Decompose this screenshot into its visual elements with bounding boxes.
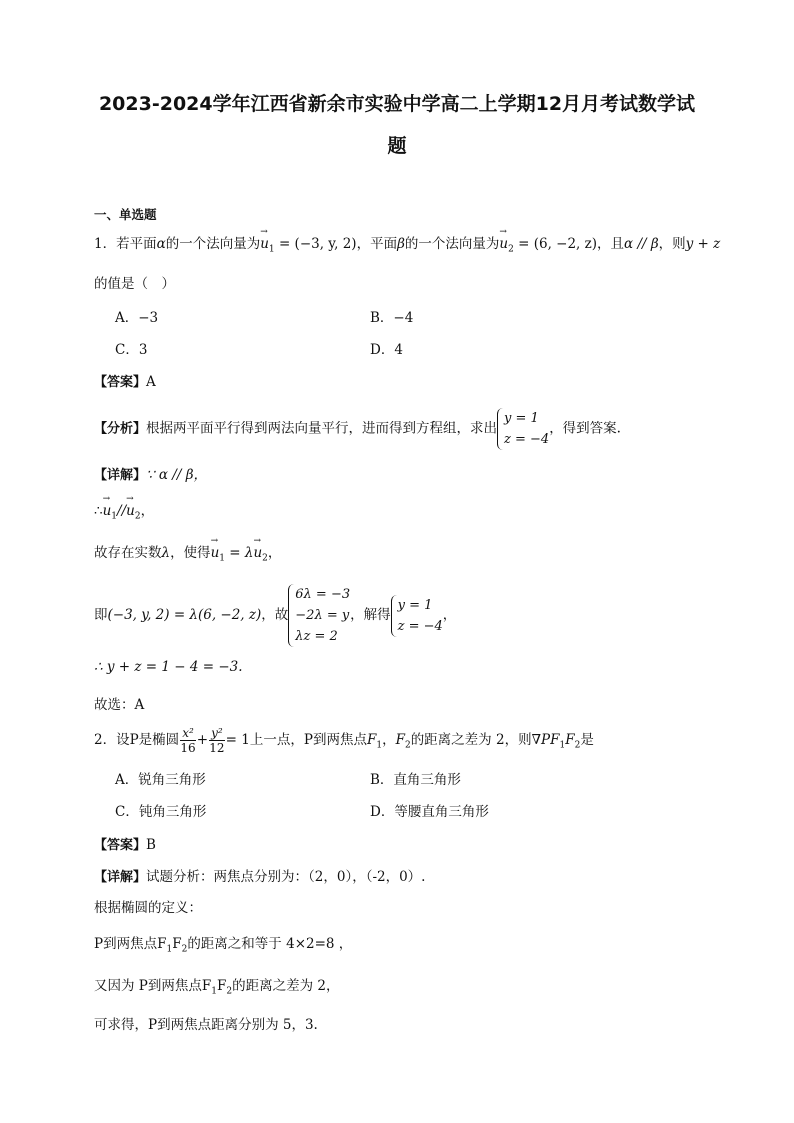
q1-option-b: B．−4 [370,310,414,326]
q2-answer: 【答案】B [94,837,156,853]
q2-option-c: C．钝角三角形 [115,804,207,820]
q2-stem: 2．设P是椭圆 $\frac{\text{x²}}{16}$ + $\frac{\text{y²}}{12}$ = 1上一点，P到两焦点$F_1$，$F_2$的距离之差为 2，则$\nabla PF_1F_2$是 [94,726,594,755]
doc-title-line2: 题 [387,135,407,157]
q1-answer: 【答案】A [94,374,156,390]
q1-stem-line2: 的值是（ ） [94,276,175,292]
q1-detail-line2: ∴→ $u_1//\to u_2$， [94,499,154,522]
q2-option-b: B．直角三角形 [370,772,461,788]
section-heading: 一、单选题 [94,207,157,222]
equation-system-1: 6λ = −3 −2λ = y λz = 2 [288,584,350,647]
vector-u2: → u [499,236,508,252]
q1-detail-line5: ∴ y + z = 1 − 4 = −3. [94,659,243,675]
equation-system-2: y = 1 z = −4 [391,595,443,637]
analysis-system: y = 1 z = −4 [497,408,549,450]
fraction-y2-12: $\frac{\text{y²}}{12}$ [209,726,225,755]
q2-option-d: D．等腰直角三角形 [370,804,489,820]
q1-detail-line1: 【详解】∵ α // β， [94,467,207,483]
q1-conclusion: 故选：A [94,697,145,713]
q1-option-c: C．3 [115,342,148,358]
q1-option-a: A．−3 [115,310,159,326]
doc-title-line1: 2023-2024学年江西省新余市实验中学高二上学期12月月考试数学试 [98,93,696,115]
q2-option-a: A．锐角三角形 [115,772,206,788]
fraction-x2-16: $\frac{\text{x²}}{16}$ [180,726,196,755]
q1-option-d: D．4 [370,342,403,358]
q2-detail-line4: 又因为 P到两焦点$F_1F_2$的距离之差为 2， [94,978,340,997]
q2-detail-line2: 根据椭圆的定义： [94,900,202,916]
q2-detail-line1: 【详解】试题分析：两焦点分别为：（2，0），（-2，0）. [94,869,426,885]
q2-detail-line5: 可求得，P到两焦点距离分别为 5，3. [94,1017,318,1033]
vector-u1: → u [260,236,269,252]
q1-detail-line4: 即(−3, y, 2) = λ(6, −2, z)，故6λ = −3 −2λ = y λz = 2，解得y = 1 z = −4， [94,584,456,647]
q2-detail-line3: P到两焦点$F_1F_2$的距离之和等于 4×2=8 ， [94,936,353,955]
q1-analysis: 【分析】根据两平面平行得到两法向量平行，进而得到方程组，求出y = 1 z = −4，得到答案. [94,408,621,450]
q1-stem-line1: 1．若平面α的一个法向量为→ $u_1 = (-3$, y, 2)，平面β的一个法向量为→ $u_2 = (6$, −2, z)，且α // β，则y + z [94,232,720,255]
q1-detail-line3: 故存在实数λ，使得→ $u_1 = \lambda\to u_2$， [94,541,281,564]
